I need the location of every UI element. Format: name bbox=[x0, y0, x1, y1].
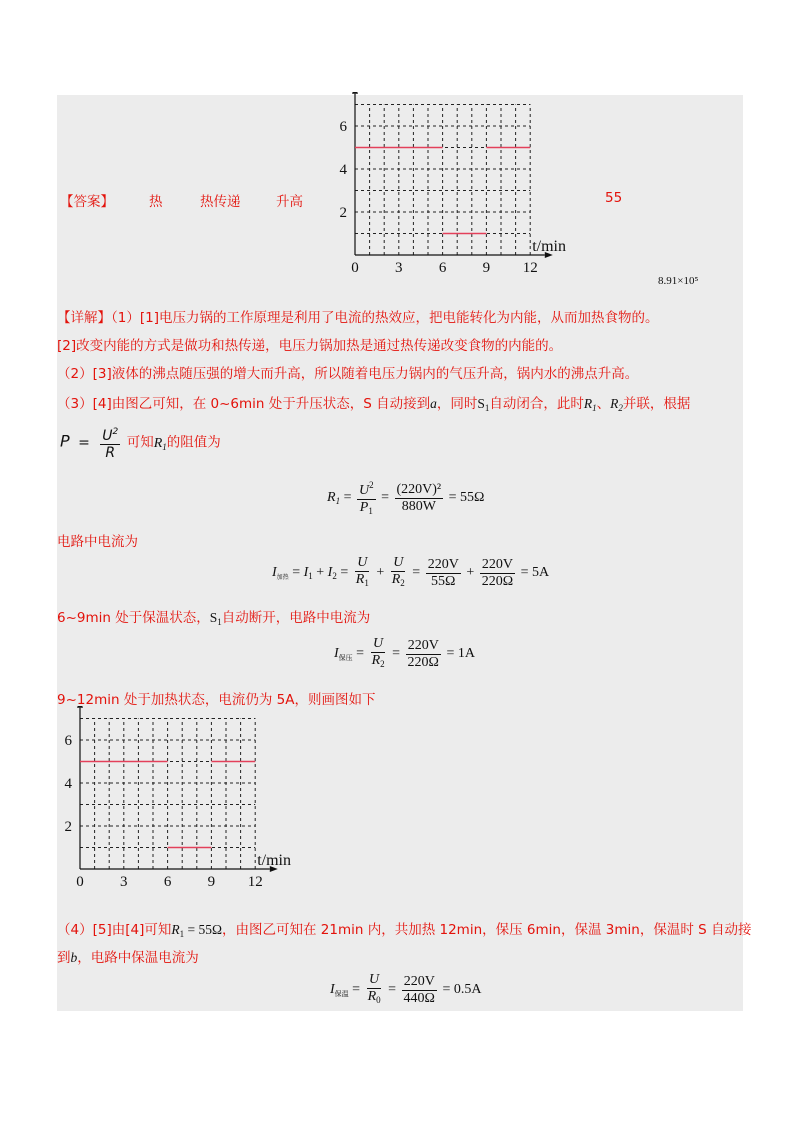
answer-blank-1: 热 bbox=[149, 194, 163, 210]
y-tick-label: 4 bbox=[64, 776, 72, 792]
formula-r1: $R_1$ = $\frac{U^2}{P_1}$ = $\frac{\text{(220V)²}}{880W}$ = 55Ω bbox=[327, 477, 484, 519]
x-tick-label: 3 bbox=[120, 874, 128, 890]
current-time-graph-answer bbox=[330, 92, 580, 297]
power-formula-line: P = $\frac{U^2}{R}$ 可知$R_1$的阻值为 bbox=[60, 424, 221, 461]
explain-line-6: 电路中电流为 bbox=[57, 534, 138, 550]
formula-r1-den: 880W bbox=[401, 498, 436, 514]
explain-4-text-f: 并联，根据 bbox=[622, 396, 691, 412]
explain-5-text-b: 的阻值为 bbox=[166, 434, 221, 451]
x-axis-label: t/min bbox=[532, 238, 566, 255]
explain-4-text: （3）[4]由图乙可知，在 0~6min 处于升压状态，S 自动接到 bbox=[57, 396, 431, 412]
formula-warm-current: $I_{保温}$ = $\frac{U}{R_0}$ = $\frac{220V}{440\Omega}$ = 0.5A bbox=[330, 972, 482, 1006]
y-tick-label: 4 bbox=[339, 162, 347, 178]
formula-total-current: $I_{加热} = I_1 + I_2$ = $\frac{U}{R_1}$ + $\frac{U}{R_2}$ = $\frac{220V}{55\Omega}$ + $\frac{220V}{220\Omega}$ = 5A bbox=[272, 555, 550, 589]
answer-blank-5: 55 bbox=[605, 190, 623, 206]
explain-4-text-c: ，同时 bbox=[436, 396, 478, 412]
y-axis-label bbox=[85, 706, 107, 708]
x-tick-label: 6 bbox=[163, 874, 172, 890]
x-tick-label: 0 bbox=[351, 260, 359, 276]
contact-b: b bbox=[70, 950, 78, 965]
x-tick-label: 9 bbox=[207, 874, 216, 890]
y-axis-arrow bbox=[77, 706, 83, 708]
resistor-r2: $R_2$ bbox=[610, 396, 623, 413]
explain-line-8: 9~12min 处于加热状态，电流仍为 5A，则画图如下 bbox=[57, 692, 376, 708]
explain-7-text-b: 自动断开，电路中电流为 bbox=[221, 610, 371, 626]
current-time-graph-solution bbox=[55, 706, 305, 911]
explain-4-text-e: 、 bbox=[596, 396, 611, 412]
switch-s1-2: $S_1$ bbox=[209, 610, 222, 627]
x-tick-label: 12 bbox=[522, 260, 538, 276]
explain-line-9: （4）[5]由[4]可知$R_1 = 55\Omega$，由图乙可知在 21min 内，共加热 12min，保压 6min，保温 3min，保温时 S 自动接 bbox=[57, 922, 752, 939]
explain-9-text-b: ，由图乙可知在 21min 内，共加热 12min，保压 6min，保温 3min，保温时 S 自动接 bbox=[222, 922, 752, 938]
x-tick-label: 9 bbox=[482, 260, 491, 276]
explain-line-4 bbox=[57, 392, 690, 413]
y-tick-label: 6 bbox=[64, 733, 72, 749]
answer-blank-3: 升高 bbox=[276, 194, 303, 210]
explain-9-text: （4）[5]由[4]可知 bbox=[57, 922, 172, 938]
y-tick-label: 6 bbox=[339, 119, 347, 135]
formula-warm-result: = 0.5A bbox=[442, 982, 482, 998]
explain-line-3: （2）[3]液体的沸点随压强的增大而升高，所以随着电压力锅内的气压升高，锅内水的沸点升高。 bbox=[57, 366, 639, 382]
explain-line-7 bbox=[57, 606, 370, 627]
explain-line-2: [2]改变内能的方式是做功和热传递，电压力锅加热是通过热传递改变食物的内能的。 bbox=[57, 338, 563, 354]
explain-10-text: 到 bbox=[57, 950, 71, 966]
y-tick-label: 2 bbox=[64, 819, 72, 835]
explain-line-10 bbox=[57, 946, 199, 966]
y-tick-label: 2 bbox=[339, 205, 347, 221]
switch-s1: $S_1$ bbox=[477, 396, 490, 413]
y-axis-arrow bbox=[352, 92, 358, 94]
contact-a: a bbox=[430, 396, 437, 411]
explain-7-text: 6~9min 处于保温状态， bbox=[57, 610, 210, 626]
y-axis-label bbox=[360, 92, 382, 94]
explain-10-text-c: ，电路中保温电流为 bbox=[77, 950, 199, 966]
resistor-r1: $R_1$ bbox=[583, 396, 597, 413]
answer-blank-2: 热传递 bbox=[200, 194, 241, 210]
x-tick-label: 0 bbox=[76, 874, 84, 890]
formula-total-result: = 5A bbox=[520, 565, 550, 581]
formula-hold-result: = 1A bbox=[446, 646, 475, 662]
explain-5-text: 可知 bbox=[126, 434, 154, 451]
explain-4-text-d: 自动闭合，此时 bbox=[489, 396, 584, 412]
answer-blank-6: 8.91×10⁵ bbox=[658, 275, 699, 287]
explain-line-1: 【详解】（1）[1]电压力锅的工作原理是利用了电流的热效应，把电能转化为内能，从而加热食物的。 bbox=[57, 310, 659, 326]
x-tick-label: 3 bbox=[395, 260, 403, 276]
x-tick-label: 6 bbox=[438, 260, 447, 276]
answer-tag: 【答案】 bbox=[60, 194, 114, 210]
formula-hold-current: $I_{保压}$ = $\frac{U}{R_2}$ = $\frac{220V}{220\Omega}$ = 1A bbox=[334, 636, 475, 670]
formula-r1-num: (220V)² bbox=[396, 481, 442, 497]
formula-r1-result: = 55Ω bbox=[448, 490, 485, 506]
x-axis-label: t/min bbox=[257, 852, 291, 869]
x-tick-label: 12 bbox=[247, 874, 263, 890]
